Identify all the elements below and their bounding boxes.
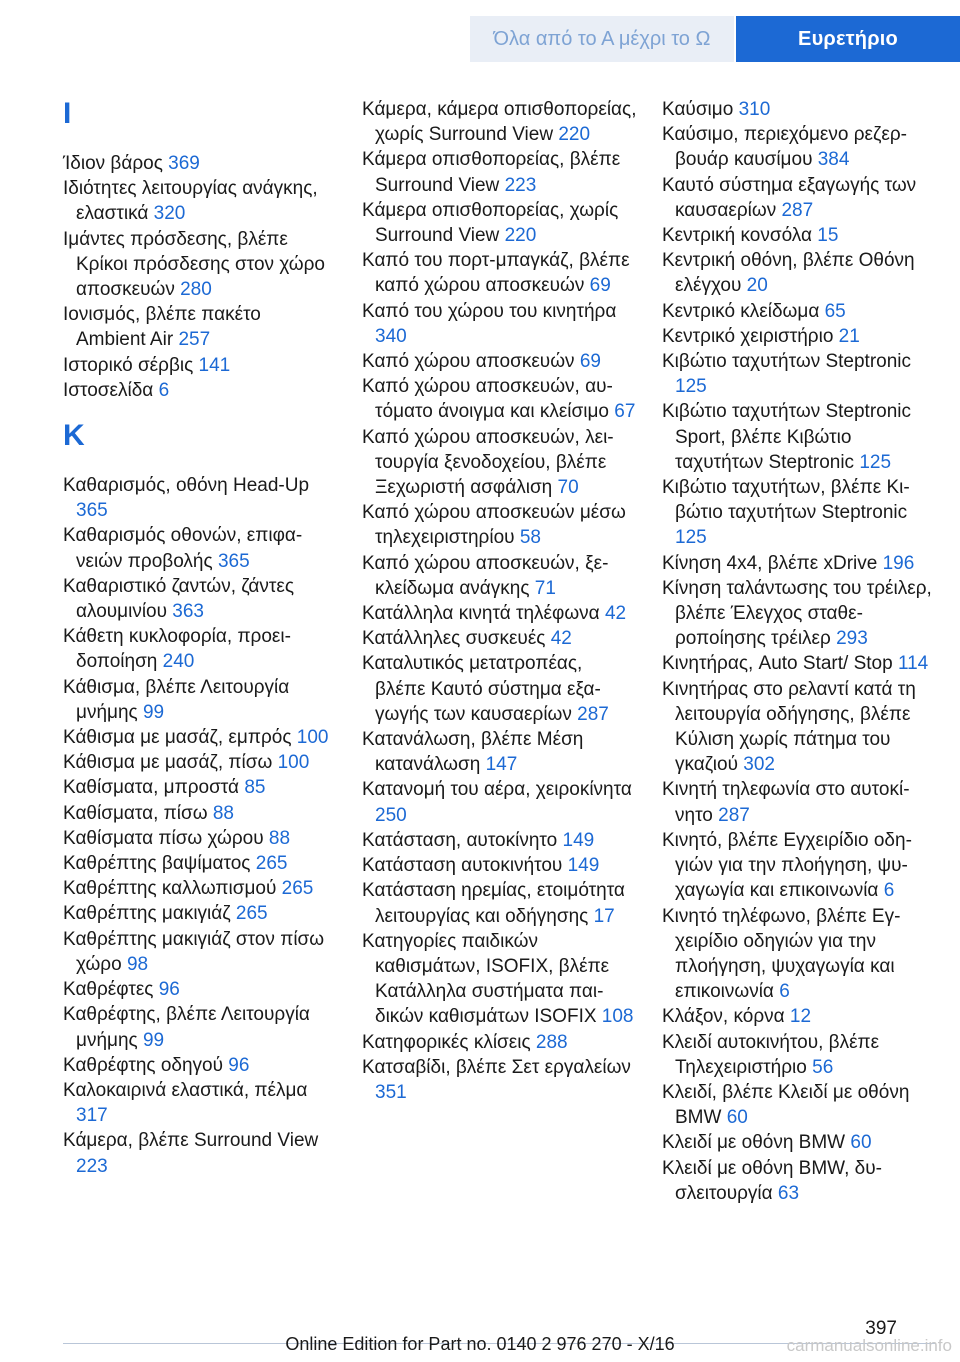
page-reference-link[interactable]: 88 <box>212 802 234 824</box>
page-number: 397 <box>865 1318 897 1339</box>
index-entry <box>63 302 333 352</box>
index-entry <box>63 1128 333 1178</box>
page-reference-link[interactable]: 220 <box>558 124 591 146</box>
index-entry-text: Κατανάλωση, βλέπε Μέση κατανάλωση <box>362 729 584 776</box>
index-entry <box>63 775 333 800</box>
index-entry-text: Καπό χώρου αποσκευών, λειτουργία ξενοδοχείου, βλέπε Ξεχωριστή ασφάλιση <box>362 426 614 499</box>
index-entry <box>662 97 937 122</box>
page-reference-link[interactable]: 310 <box>738 99 771 120</box>
index-entry <box>362 929 637 1030</box>
page-reference-link[interactable]: 125 <box>675 376 707 398</box>
index-entry-text: Καθρέπτης καλλωπισμού <box>63 878 282 900</box>
index-entry <box>662 324 937 349</box>
index-entry <box>662 399 937 475</box>
page-reference-link[interactable]: 21 <box>838 325 860 347</box>
index-entry <box>362 777 637 827</box>
index-entry-text: Κατάσταση, αυτοκίνητο <box>362 829 563 851</box>
page-reference-link[interactable]: 317 <box>76 1105 108 1127</box>
page-reference-link[interactable]: 149 <box>567 855 600 877</box>
index-entry-text: Καθίσματα πίσω χώρου <box>63 827 269 849</box>
index-entry <box>63 227 333 303</box>
index-entry <box>362 198 637 248</box>
index-letter-heading: I <box>63 97 72 130</box>
page-reference-link[interactable]: 6 <box>779 981 790 1003</box>
index-entry-text: Καπό χώρου αποσκευών, αυτόματο άνοιγμα και κλείσιμο <box>362 376 615 423</box>
page-reference-link[interactable]: 100 <box>277 752 310 774</box>
index-entry <box>63 176 333 226</box>
index-entry-text: Κατάσταση αυτοκινήτου <box>362 855 568 877</box>
index-entry <box>63 1053 333 1078</box>
page-reference-link[interactable]: 340 <box>375 325 407 347</box>
page-reference-link[interactable]: 365 <box>217 550 250 572</box>
page-reference-link[interactable]: 293 <box>836 628 868 650</box>
index-entry <box>63 473 333 523</box>
index-entry <box>362 551 637 601</box>
index-entry <box>63 927 333 977</box>
page-reference-link[interactable]: 250 <box>375 804 407 826</box>
index-entry-text: Κατάσταση ηρεμίας, ετοιμότητα λειτουργίας και οδήγησης <box>362 880 625 927</box>
page-reference-link[interactable]: 265 <box>235 903 268 925</box>
page-reference-link[interactable]: 287 <box>577 703 609 725</box>
index-entry-text: Κλάξον, κόρνα <box>662 1006 790 1028</box>
index-entry <box>662 349 937 399</box>
page-reference-link[interactable]: 69 <box>579 351 601 373</box>
index-entry-text: Καθρέφτης οδηγού <box>63 1054 229 1076</box>
page-reference-link[interactable]: 71 <box>534 577 556 599</box>
index-entry-text: Καλοκαιρινά ελαστικά, πέλμα <box>63 1079 308 1101</box>
index-entry <box>362 299 637 349</box>
index-entry-text: Καθαρισμός οθονών, επιφανειών προβολής <box>63 525 303 572</box>
index-entry <box>662 1080 937 1130</box>
page-reference-link[interactable]: 125 <box>859 451 892 473</box>
index-entry <box>362 1055 637 1105</box>
index-entry-text: Καπό του πορτ-μπαγκάζ, βλέπε καπό χώρου αποσκευών <box>362 250 630 297</box>
index-entry <box>662 173 937 223</box>
index-entry <box>362 500 637 550</box>
watermark: carmanualsonline.info <box>786 1336 952 1355</box>
index-entry <box>662 1004 937 1029</box>
index-entry-text: Καπό χώρου αποσκευών, ξεκλείδωμα ανάγκης <box>362 552 609 599</box>
index-entry-text: Κάμερα οπισθοπορείας, βλέπε Surround View <box>362 149 621 196</box>
page-reference-link[interactable]: 99 <box>142 1029 165 1051</box>
index-entry-text: Κάμερα οπισθοπορείας, χωρίς Surround View <box>362 199 619 247</box>
index-entry-text: Καταλυτικός μετατροπέας, βλέπε Καυτό σύστημα εξαγωγής των καυσαερίων <box>362 653 601 725</box>
index-entry <box>362 147 637 197</box>
index-entry-text: Καθίσματα, πίσω <box>63 802 213 824</box>
index-entry <box>662 299 937 324</box>
index-entry <box>63 725 333 750</box>
index-entry <box>662 551 937 576</box>
page-reference-link[interactable]: 15 <box>817 225 839 247</box>
index-entry-text: Ίδιον βάρος <box>63 153 169 174</box>
page-reference-link[interactable]: 257 <box>178 329 211 351</box>
page-reference-link[interactable]: 96 <box>228 1054 250 1076</box>
index-entry <box>662 576 937 652</box>
index-entry-text: Καπό χώρου αποσκευών <box>362 351 580 373</box>
index-entry <box>662 475 937 551</box>
index-entry-text: Κλειδί με οθόνη BMW <box>662 1132 851 1154</box>
page-reference-link[interactable]: 60 <box>726 1107 748 1129</box>
index-entry-text: Κατανομή του αέρα, χειροκίνητα <box>362 779 632 801</box>
page-reference-link[interactable]: 88 <box>268 827 291 849</box>
index-entry-text: Καθρέπτης βαψίματος <box>63 853 256 875</box>
index-entry-text: Κλειδί αυτοκινήτου, βλέπε Τηλεχειριστήριο <box>662 1031 880 1078</box>
page-reference-link[interactable]: 67 <box>614 401 636 423</box>
index-entry-text: Κεντρικό χειριστήριο <box>662 325 839 347</box>
page-reference-link[interactable]: 98 <box>126 953 149 975</box>
index-entry-text: Ιστορικό σέρβις <box>63 354 199 376</box>
index-entry-text: Καθαρισμός, οθόνη Head-Up <box>63 475 310 497</box>
page-reference-link[interactable]: 58 <box>519 527 541 549</box>
page-reference-link[interactable]: 287 <box>781 199 814 221</box>
index-entry-text: Ιδιότητες λειτουργίας ανάγκης, ελαστικά <box>63 178 318 225</box>
index-entry-text: Καθαριστικό ζαντών, ζάντες αλουμινίου <box>63 575 295 623</box>
index-entry-text: Καπό χώρου αποσκευών μέσω τηλεχειριστηρίου <box>362 502 626 549</box>
page-reference-link[interactable]: 125 <box>675 527 707 549</box>
page-reference-link[interactable]: 363 <box>172 601 204 623</box>
index-entry-text: Κινητό τηλέφωνο, βλέπε Εγχειρίδιο οδηγιών για την πλοήγηση, ψυχαγωγία και επικοινωνία <box>662 905 901 1003</box>
page-reference-link[interactable]: 280 <box>180 279 212 301</box>
index-entry <box>362 853 637 878</box>
index-entry-text: Κατάλληλες συσκευές <box>362 628 551 650</box>
page-reference-link[interactable]: 17 <box>593 905 615 927</box>
index-entry-text: Κατσαβίδι, βλέπε Σετ εργαλείων <box>362 1056 631 1078</box>
page-reference-link[interactable]: 265 <box>281 878 314 900</box>
page-reference-link[interactable]: 20 <box>746 275 768 297</box>
index-entry <box>362 878 637 928</box>
index-entry-text: Κάθισμα, βλέπε Λειτουργία μνήμης <box>63 676 290 723</box>
index-entry-text: Κάθετη κυκλοφορία, προειδοποίηση <box>63 626 291 673</box>
index-entry <box>63 523 333 573</box>
page-reference-link[interactable]: 141 <box>198 354 231 376</box>
page-reference-link[interactable]: 287 <box>718 804 750 826</box>
index-entry-text: Κινητήρας, Auto Start/ Stop <box>662 653 898 675</box>
index-entry <box>63 750 333 775</box>
page-reference-link[interactable]: 384 <box>817 149 850 171</box>
page-reference-link[interactable]: 96 <box>158 979 180 1001</box>
index-entry-text: Κάθισμα με μασάζ, πίσω <box>63 752 278 774</box>
page-reference-link[interactable]: 320 <box>153 203 186 225</box>
edition-note: Online Edition for Part no. 0140 2 976 270 - X/16 <box>285 1334 675 1354</box>
index-entry-text: Κιβώτιο ταχυτήτων Steptronic Sport, βλέπε Κιβώτιο ταχυτήτων Steptronic <box>662 401 912 473</box>
index-entry <box>63 801 333 826</box>
index-entry <box>63 624 333 674</box>
index-entry <box>63 574 333 624</box>
index-entry <box>362 601 637 626</box>
page-reference-link[interactable]: 60 <box>850 1132 872 1154</box>
header-bar <box>0 0 960 62</box>
tab-index[interactable]: Ευρετήριο <box>736 16 960 62</box>
page-reference-link[interactable]: 223 <box>504 174 537 196</box>
index-entry <box>362 248 637 298</box>
page-reference-link[interactable]: 351 <box>375 1081 407 1103</box>
index-entry-text: Κινητό, βλέπε Εγχειρίδιο οδηγιών για την πλοήγηση, ψυχαγωγία και επικοινωνία <box>662 829 912 902</box>
page-reference-link[interactable]: 220 <box>504 225 537 247</box>
index-entry-text: Κλειδί, βλέπε Κλειδί με οθόνη BMW <box>662 1081 910 1129</box>
index-entry <box>662 1156 937 1206</box>
page-reference-link[interactable]: 69 <box>589 275 611 297</box>
index-entry <box>63 851 333 876</box>
page-reference-link[interactable]: 70 <box>557 477 579 499</box>
index-entry-text: Καθρέφτης, βλέπε Λειτουργία μνήμης <box>63 1004 310 1051</box>
index-entry <box>63 876 333 901</box>
page-reference-link[interactable]: 369 <box>168 153 200 174</box>
page-reference-link[interactable]: 65 <box>824 300 846 322</box>
index-entry <box>362 651 637 727</box>
index-column-2 <box>362 97 637 1105</box>
index-entry-text: Κεντρική κονσόλα <box>662 225 818 247</box>
page-reference-link[interactable]: 85 <box>244 777 266 799</box>
index-entry <box>662 904 937 1005</box>
index-entry-text: Καυτό σύστημα εξαγωγής των καυσαερίων <box>662 174 917 221</box>
index-entry <box>63 353 333 378</box>
index-entry-text: Καπό του χώρου του κινητήρα <box>362 300 617 322</box>
page-reference-link[interactable]: 302 <box>743 754 775 776</box>
index-entry-text: Κίνηση 4x4, βλέπε xDrive <box>662 552 883 574</box>
index-entry-text: Κεντρικό κλείδωμα <box>662 300 825 322</box>
page-reference-link[interactable]: 100 <box>296 727 329 749</box>
index-entry-text: Κινητή τηλεφωνία στο αυτοκίνητο <box>662 779 910 826</box>
tab-a-to-z[interactable]: Όλα από το Α μέχρι το Ω <box>470 16 734 62</box>
index-entry-text: Κλειδί με οθόνη BMW, δυσλειτουργία <box>662 1157 882 1204</box>
index-entry <box>63 977 333 1002</box>
index-entry <box>362 425 637 501</box>
page-reference-link[interactable]: 56 <box>812 1056 834 1078</box>
index-entry <box>362 374 637 424</box>
index-entry <box>662 651 937 676</box>
index-entry-text: Ιονισμός, βλέπε πακέτο Ambient Air <box>63 304 261 351</box>
index-entry-text: Καθρέπτης μακιγιάζ στον πίσω χώρο <box>63 928 325 975</box>
index-entry <box>362 349 637 374</box>
index-entry-text: Κίνηση ταλάντωσης του τρέιλερ, βλέπε Έλεγχος σταθεροποίησης τρέιλερ <box>662 577 932 650</box>
index-entry-text: Καθίσματα, μπροστά <box>63 777 245 799</box>
index-entry-text: Κάμερα, κάμερα οπισθοπορείας, χωρίς Surround View <box>362 99 637 146</box>
page-reference-link[interactable]: 12 <box>789 1006 812 1028</box>
index-entry-text: Κάμερα, βλέπε Surround View <box>63 1130 319 1152</box>
page-reference-link[interactable]: 223 <box>76 1155 108 1177</box>
page-reference-link[interactable]: 365 <box>76 500 108 522</box>
index-entry-text: Καύσιμο, περιεχόμενο ρεζερβουάρ καυσίμου <box>662 124 907 171</box>
index-entry-text: Καθρέπτης μακιγιάζ <box>63 903 236 925</box>
index-entry-text: Κεντρική οθόνη, βλέπε Οθόνη ελέγχου <box>662 250 915 297</box>
index-entry <box>362 828 637 853</box>
index-entry <box>662 1130 937 1155</box>
page-reference-link[interactable]: 240 <box>162 651 195 673</box>
index-entry <box>63 901 333 926</box>
page-reference-link[interactable]: 196 <box>882 552 915 574</box>
index-entry <box>63 151 333 176</box>
page-reference-link[interactable]: 265 <box>255 853 288 875</box>
index-column-1 <box>63 97 333 1179</box>
index-entry <box>662 677 937 778</box>
index-entry <box>362 727 637 777</box>
index-entry-text: Κατηγορίες παιδικών καθισμάτων, ISOFIX, βλέπε Κατάλληλα συστήματα παιδικών καθισμάτων ISOFIX <box>362 930 610 1028</box>
page-reference-link[interactable]: 149 <box>562 829 595 851</box>
index-entry <box>662 1030 937 1080</box>
index-entry-text: Καθρέφτες <box>63 979 159 1001</box>
page-reference-link[interactable]: 288 <box>535 1031 568 1053</box>
index-entry <box>662 122 937 172</box>
index-entry-text: Κατάλληλα κινητά τηλέφωνα <box>362 603 605 625</box>
index-entry <box>63 1078 333 1128</box>
index-entry-text: Κάθισμα με μασάζ, εμπρός <box>63 727 297 749</box>
index-entry-text: Ιμάντες πρόσδεσης, βλέπε Κρίκοι πρόσδεσης στον χώρο αποσκευών <box>63 228 326 301</box>
index-entry <box>63 675 333 725</box>
index-entry <box>63 1002 333 1052</box>
index-entry-text: Κατηφορικές κλίσεις <box>362 1031 536 1053</box>
index-entry <box>362 626 637 651</box>
index-letter-heading: K <box>63 419 85 453</box>
index-entry <box>63 378 333 403</box>
page-reference-link[interactable]: 147 <box>485 754 518 776</box>
page-reference-link[interactable]: 114 <box>897 653 929 675</box>
index-entry-text: Καύσιμο <box>662 99 739 120</box>
index-entry <box>662 777 937 827</box>
page-reference-link[interactable]: 63 <box>777 1182 800 1204</box>
page-reference-link[interactable]: 42 <box>604 603 627 625</box>
index-entry <box>662 248 937 298</box>
index-entry <box>362 1030 637 1055</box>
index-entry <box>63 826 333 851</box>
index-entry-text: Ιστοσελίδα <box>63 379 159 401</box>
index-entry-text: Κινητήρας στο ρελαντί κατά τη λειτουργία οδήγησης, βλέπε Κύλιση χωρίς πάτημα του γκαζιού <box>662 678 916 776</box>
index-entry <box>362 97 637 147</box>
index-column-3 <box>662 97 937 1206</box>
index-entry <box>662 828 937 904</box>
page-reference-link[interactable]: 99 <box>142 701 165 723</box>
index-entry-text: Κιβώτιο ταχυτήτων, βλέπε Κιβώτιο ταχυτήτων Steptronic <box>662 477 910 524</box>
page-reference-link[interactable]: 108 <box>601 1006 634 1028</box>
page-reference-link[interactable]: 42 <box>550 628 572 650</box>
page-reference-link[interactable]: 6 <box>158 379 170 401</box>
index-entry-text: Κιβώτιο ταχυτήτων Steptronic <box>662 351 912 373</box>
page-reference-link[interactable]: 6 <box>883 880 895 902</box>
index-entry <box>662 223 937 248</box>
